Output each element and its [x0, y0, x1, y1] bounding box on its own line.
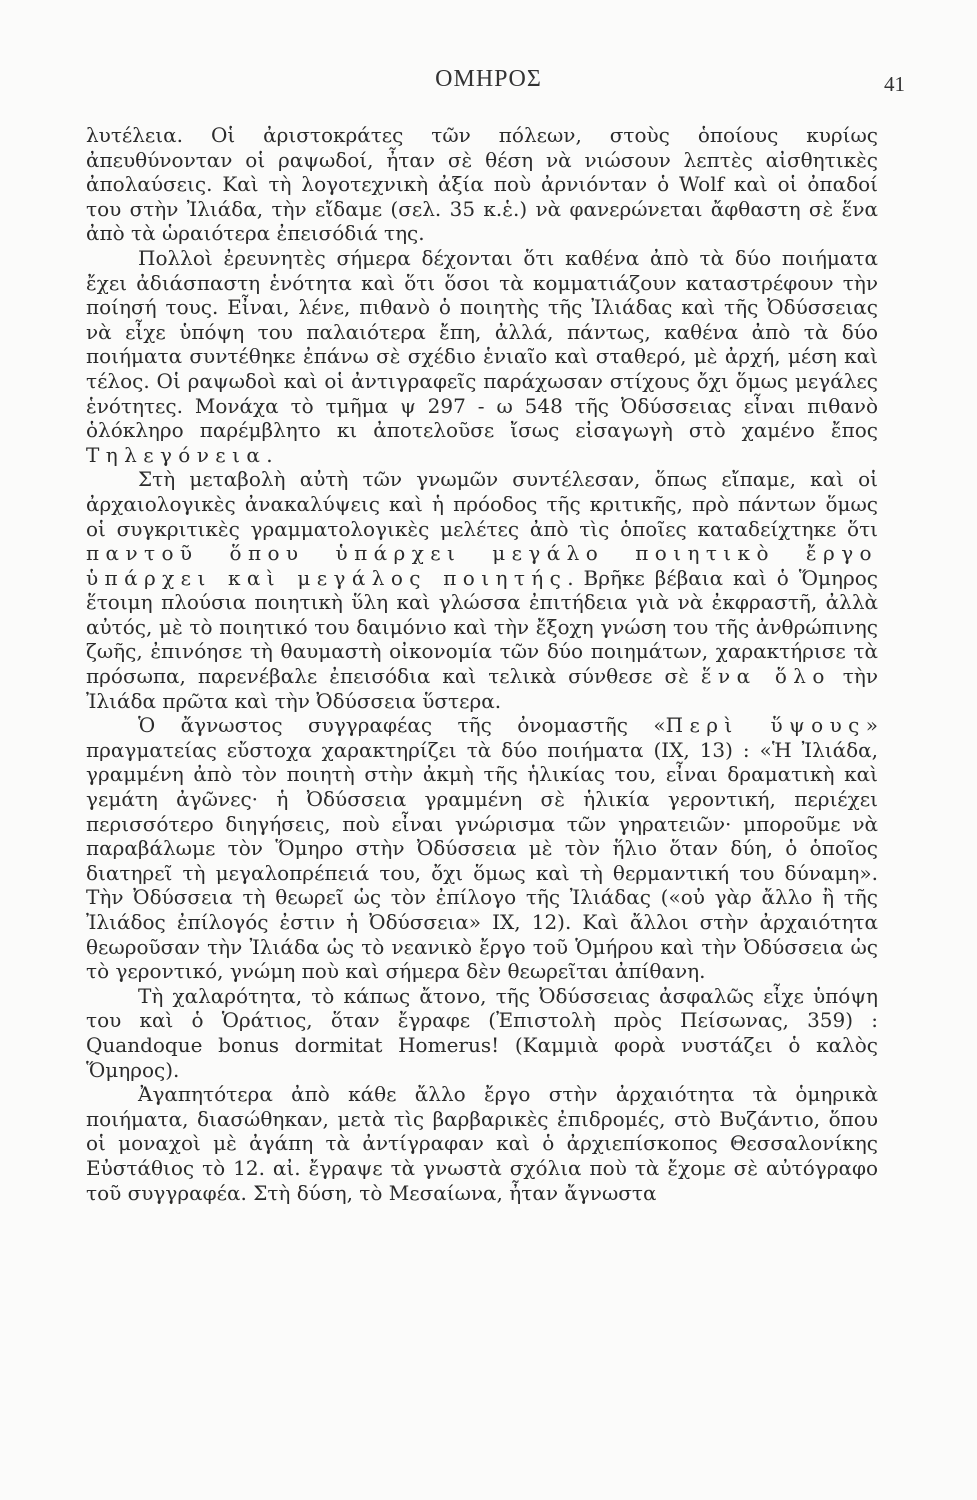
- paragraph-1-text: λυτέλεια. Οἱ ἀριστοκράτες τῶν πόλεων, στοὺς ὁποίους κυρίως ἀπευθύνονταν οἱ ραψωδοί, ἦταν σὲ θέση νὰ νιώσουν λεπτὲς αἰσθητικὲς ἀπολαύσεις. Καὶ τὴ λογοτεχνικὴ ἀξία ποὺ ἀρνιόνταν ὁ Wolf καὶ οἱ ὀπαδοί του στὴν Ἰλιάδα, τὴν εἴδαμε (σελ. 35 κ.ἑ.) νὰ φανερώνεται ἄφθαστη σὲ ἕνα ἀπὸ τὰ ὡραιότερα ἐπεισόδιά της.: [86, 123, 878, 246]
- paragraph-2-text: Πολλοὶ ἐρευνητὲς σήμερα δέχονται ὅτι καθένα ἀπὸ τὰ δύο ποιήματα ἔχει ἀδιάσπαστη ἑνότητα καὶ ὅτι ὅσοι τὰ κομματιάζουν καταστρέφουν τὴν ποίησή τους. Εἶναι, λένε, πιθανὸ ὁ ποιητὴς τῆς Ἰλιάδας καὶ τῆς Ὀδύσσειας νὰ εἶχε ὑπόψη του παλαιότερα ἔπη, ἀλλά, πάντως, καθένα ἀπὸ τὰ δύο ποιήματα συντέθηκε ἐπάνω σὲ σχέδιο ἑνιαῖο καὶ σταθερό, μὲ ἀρχή, μέση καὶ τέλος. Οἱ ραψωδοὶ καὶ οἱ ἀντιγραφεῖς παράχωσαν στίχους ὄχι ὅμως μεγάλες ἑνότητες. Μονάχα τὸ τμῆμα ψ 297 - ω 548 τῆς Ὀδύσσειας εἶναι πιθανὸ ὁλόκληρο παρέμβλητο κι ἀποτελοῦσε ἴσως εἰσαγωγὴ στὸ χαμένο ἔπος: [86, 245, 878, 443]
- page-number: 41: [884, 72, 905, 96]
- paragraph-4: [86, 713, 878, 984]
- paragraph-2: [86, 246, 878, 467]
- paragraph-5-text: Τὴ χαλαρότητα, τὸ κάπως ἄτονο, τῆς Ὀδύσσειας ἀσφαλῶς εἶχε ὑπόψη του καὶ ὁ Ὁράτιος, ὅταν ἔγραφε (Ἐπιστολὴ πρὸς Πείσωνας, 359) : Quandoque bonus dormitat Homerus! (Καμμιὰ φορὰ νυστάζει ὁ καλὸς Ὅμηρος).: [86, 983, 878, 1082]
- paragraph-3: [86, 467, 878, 713]
- paragraph-3-part2: . Βρῆκε βέβαια καὶ ὁ Ὅμηρος ἕτοιμη πλούσια ποιητικὴ ὕλη καὶ γλώσσα ἐπιτήδεια γιὰ νὰ ἐκφραστῆ, ἀλλὰ αὐτός, μὲ τὸ ποιητικό του δαιμόνιο καὶ τὴν ἔξοχη γνώση του τῆς ἀνθρώπινης ζωῆς, ἐπινόησε τὴ θαυμαστὴ οἰκονομία τῶν δύο ποιημάτων, χαρακτήρισε τὰ πρόσωπα, παρενέβαλε ἐπεισόδια καὶ τελικὰ σύνθεσε σὲ: [86, 565, 878, 689]
- body-text: [86, 123, 878, 1205]
- paragraph-6-text: Ἀγαπητότερα ἀπὸ κάθε ἄλλο ἔργο στὴν ἀρχαιότητα τὰ ὁμηρικὰ ποιήματα, διασώθηκαν, μετὰ τὶς βαρβαρικὲς ἐπιδρομές, στὸ Βυζάντιο, ὅπου οἱ μοναχοὶ μὲ ἀγάπη τὰ ἀντίγραφαν καὶ ὁ ἀρχιεπίσκοπος Θεσσαλονίκης Εὐστάθιος τὸ 12. αἰ. ἔγραψε τὰ γνωστὰ σχόλια ποὺ τὰ ἔχομε σὲ αὐτόγραφο τοῦ συγγραφέα. Στὴ δύση, τὸ Μεσαίωνα, ἦταν ἄγνωστα: [86, 1082, 878, 1205]
- paragraph-3-spaced-phrase: παντοῦ ὅπου ὑπάρχει μεγάλο ποιητικὸ ἔργο ὑπάρχει καὶ μεγάλος ποιητής: [86, 541, 878, 590]
- paragraph-6: [86, 1082, 878, 1205]
- paragraph-2-spaced-word: Τηλεγόνεια: [86, 442, 267, 467]
- paragraph-4-spaced-title: Περὶ ὕψους: [665, 713, 866, 738]
- paragraph-2-end: .: [266, 442, 273, 467]
- paragraph-4-part2: » πραγματείας εὔστοχα χαρακτηρίζει τὰ δύο ποιήματα (IX, 13) : «Ἡ Ἰλιάδα, γραμμένη ἀπὸ τὸν ποιητὴ στὴν ἀκμὴ τῆς ἡλικίας του, εἶναι δραματικὴ καὶ γεμάτη ἀγῶνες· ἡ Ὀδύσσεια γραμμένη σὲ ἡλικία γεροντική, περιέχει περισσότερο διηγήσεις, ποὺ εἶναι γνώρισμα τῶν γηρατειῶν· μποροῦμε νὰ παραβάλωμε τὸν Ὅμηρο στὴν Ὀδύσσεια μὲ τὸν ἥλιο ὅταν δύη, ὁ ὁποῖος διατηρεῖ τὴ μεγαλοπρέπειά του, ὄχι ὅμως καὶ τὴ θερμαντική του δύναμη». Τὴν Ὀδύσσεια τὴ θεωρεῖ ὡς τὸν ἐπίλογο τῆς Ἰλιάδας («οὐ γὰρ ἄλλο ἢ τῆς Ἰλιάδος ἐπίλογός ἐστιν ἡ Ὀδύσσεια» IX, 12). Καὶ ἄλλοι στὴν ἀρχαιότητα θεωροῦσαν τὴν Ἰλιάδα ὡς τὸ νεανικὸ ἔργο τοῦ Ὁμήρου καὶ τὴν Ὀδύσσεια ὡς τὸ γεροντικό, γνώμη ποὺ καὶ σήμερα δὲν θεωρεῖται ἀπίθανη.: [86, 713, 878, 984]
- paragraph-3-part1: Στὴ μεταβολὴ αὐτὴ τῶν γνωμῶν συντέλεσαν, ὅπως εἴπαμε, καὶ οἱ ἀρχαιολογικὲς ἀνακαλύψεις καὶ ἡ πρόοδος τῆς κριτικῆς, πρὸ πάντων ὅμως οἱ συγκριτικὲς γραμματολογικὲς μελέτες ἀπὸ τὶς ὁποῖες καταδείχτηκε ὅτι: [86, 467, 878, 541]
- paragraph-5: [86, 984, 878, 1082]
- running-head: [0, 66, 977, 100]
- paragraph-3-part3: τὴν Ἰλιάδα πρῶτα καὶ τὴν Ὀδύσσεια ὕστερα.: [86, 664, 879, 713]
- paragraph-4-part1: Ὁ ἄγνωστος συγγραφέας τῆς ὀνομαστῆς «: [138, 713, 666, 738]
- paragraph-3-spaced-phrase-2: ἕνα ὅλο: [700, 664, 831, 689]
- running-title: ΟΜΗΡΟΣ: [435, 66, 542, 92]
- paragraph-1: [86, 123, 878, 246]
